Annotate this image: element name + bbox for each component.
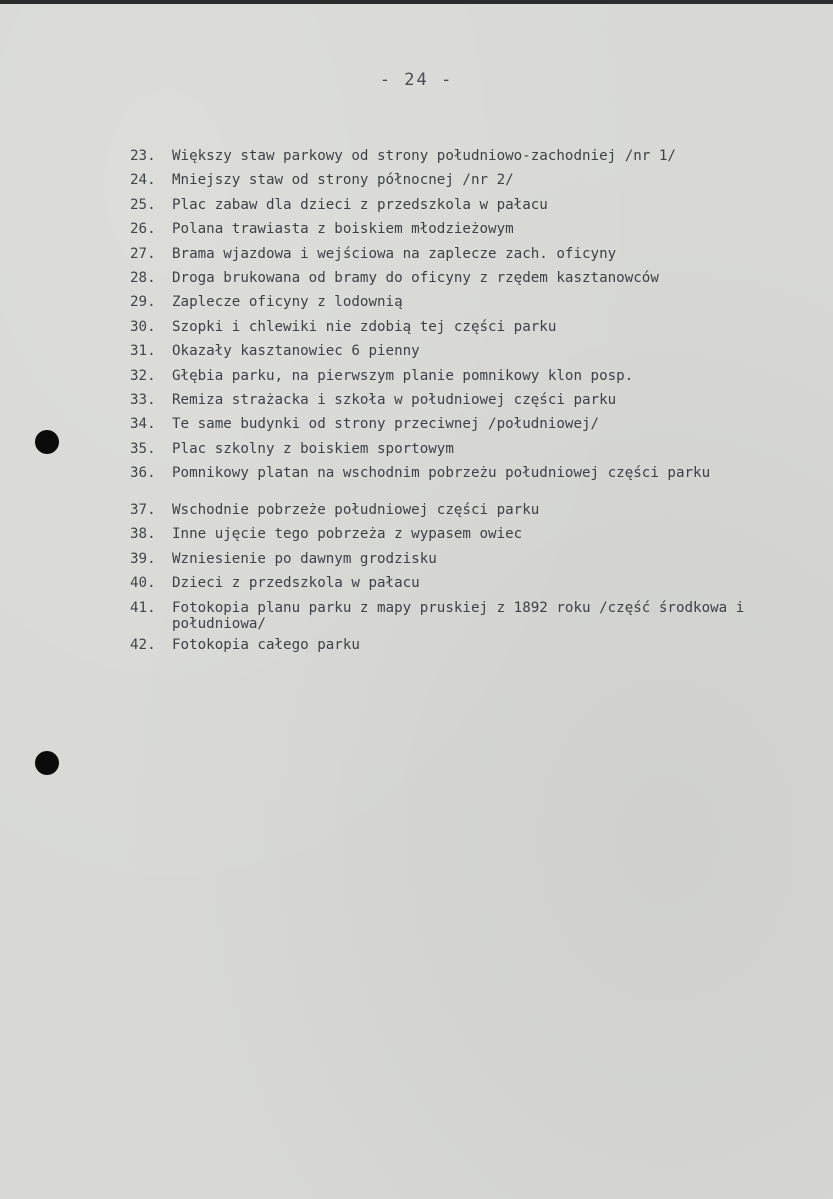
- caption-text: Dzieci z przedszkola w pałacu: [172, 575, 420, 592]
- caption-item: [130, 416, 790, 440]
- caption-number: 26.: [130, 221, 156, 238]
- caption-item: [130, 221, 790, 245]
- caption-item: [130, 502, 790, 526]
- caption-text: Fotokopia całego parku: [172, 636, 360, 653]
- caption-text: Pomnikowy platan na wschodnim pobrzeżu południowej części parku: [172, 465, 711, 482]
- caption-text: Plac zabaw dla dzieci z przedszkola w pałacu: [172, 196, 548, 213]
- caption-item: [130, 270, 790, 294]
- caption-number: 29.: [130, 294, 156, 311]
- caption-text: Mniejszy staw od strony północnej /nr 2/: [172, 172, 514, 189]
- caption-number: 37.: [130, 502, 156, 519]
- caption-text: Plac szkolny z boiskiem sportowym: [172, 440, 454, 457]
- caption-number: 34.: [130, 416, 156, 433]
- caption-text: Szopki i chlewiki nie zdobią tej części parku: [172, 318, 557, 335]
- caption-text: Wzniesienie po dawnym grodzisku: [172, 550, 437, 567]
- caption-item: [130, 600, 790, 637]
- caption-number: 35.: [130, 440, 156, 457]
- caption-item: [130, 197, 790, 221]
- caption-item: [130, 392, 790, 416]
- caption-item: [130, 294, 790, 318]
- caption-text: Polana trawiasta z boiskiem młodzieżowym: [172, 221, 514, 238]
- caption-text: Większy staw parkowy od strony południowo-zachodniej /nr 1/: [172, 148, 676, 164]
- caption-item: [130, 551, 790, 575]
- punch-hole-bottom: [35, 751, 59, 775]
- caption-item: [130, 368, 790, 392]
- caption-number: 42.: [130, 636, 156, 653]
- caption-item: [130, 148, 790, 172]
- caption-item: [130, 526, 790, 550]
- caption-item: [130, 441, 790, 465]
- caption-number: 36.: [130, 465, 156, 482]
- caption-number: 32.: [130, 367, 156, 384]
- caption-number: 41.: [130, 599, 156, 616]
- caption-text: Brama wjazdowa i wejściowa na zaplecze zach. oficyny: [172, 245, 617, 262]
- caption-number: 24.: [130, 172, 156, 189]
- caption-text: Te same budynki od strony przeciwnej /południowej/: [172, 416, 600, 433]
- caption-number: 30.: [130, 318, 156, 335]
- caption-text: Remiza strażacka i szkoła w południowej części parku: [172, 391, 617, 408]
- caption-number: 28.: [130, 269, 156, 286]
- caption-text: Inne ujęcie tego pobrzeża z wypasem owiec: [172, 526, 523, 543]
- caption-number: 39.: [130, 550, 156, 567]
- caption-number: 33.: [130, 391, 156, 408]
- caption-number: 25.: [130, 196, 156, 213]
- caption-item: [130, 246, 790, 270]
- caption-item: [130, 319, 790, 343]
- caption-item: [130, 172, 790, 196]
- punch-hole-top: [35, 430, 59, 454]
- photo-caption-list: [130, 148, 790, 661]
- caption-number: 40.: [130, 575, 156, 592]
- caption-number: 38.: [130, 526, 156, 543]
- caption-text: Głębia parku, na pierwszym planie pomnikowy klon posp.: [172, 367, 634, 384]
- caption-item: [130, 575, 790, 599]
- caption-text: Zaplecze oficyny z lodownią: [172, 294, 403, 311]
- caption-text: Droga brukowana od bramy do oficyny z rzędem kasztanowców: [172, 269, 659, 286]
- caption-number: 27.: [130, 245, 156, 262]
- caption-text: Okazały kasztanowiec 6 pienny: [172, 343, 420, 360]
- caption-text: Wschodnie pobrzeże południowej części parku: [172, 502, 540, 519]
- page-number: - 24 -: [379, 70, 454, 90]
- caption-text: Fotokopia planu parku z mapy pruskiej z 1892 roku /część środkowa i południowa/: [172, 599, 745, 632]
- caption-item: [130, 637, 790, 661]
- caption-number: 23.: [130, 148, 156, 164]
- caption-item: [130, 465, 790, 502]
- caption-number: 31.: [130, 343, 156, 360]
- caption-item: [130, 343, 790, 367]
